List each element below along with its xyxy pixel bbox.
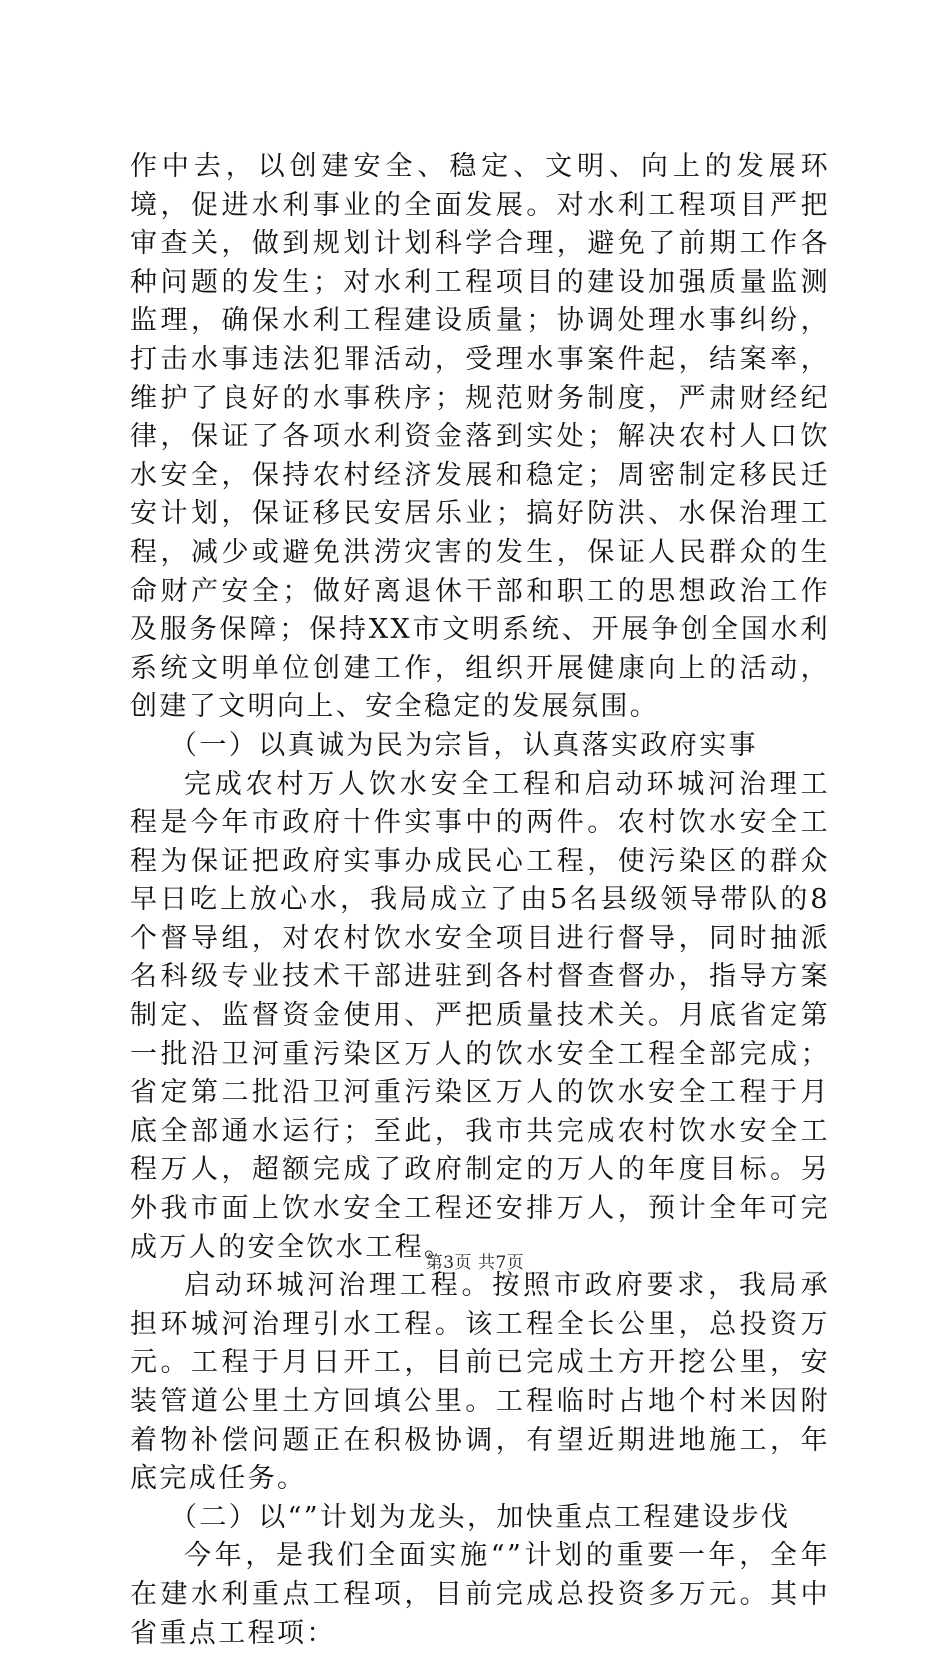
section-heading-two: （二）以“”计划为龙头，加快重点工程建设步伐 <box>170 1501 791 1533</box>
paragraph-ring-river: 启动环城河治理工程。按照市政府要求，我局承担环城河治理引水工程。该工程全长公里，总投资万元。工程于月日开工，目前已完成土方开挖公里，安装管道公里土方回填公里。工程临时占地个村米因附着物补偿问题正在积极协调，有望近期进地施工，年底完成任务。 <box>130 1270 830 1495</box>
section-heading-one: （一）以真诚为民为宗旨，认真落实政府实事 <box>170 729 758 761</box>
document-body <box>130 148 830 1653</box>
paragraph-key-projects: 今年，是我们全面实施“”计划的重要一年，全年在建水利重点工程项，目前完成总投资多万元。其中省重点工程项： <box>130 1540 830 1649</box>
page-footer: 第3页 共7页 <box>425 1253 525 1273</box>
paragraph-continuation: 作中去，以创建安全、稳定、文明、向上的发展环境，促进水利事业的全面发展。对水利工程项目严把审查关，做到规划计划科学合理，避免了前期工作各种问题的发生；对水利工程项目的建设加强质量监测监理，确保水利工程建设质量；协调处理水事纠纷，打击水事违法犯罪活动，受理水事案件起，结案率，维护了良好的水事秩序；规范财务制度，严肃财经纪律，保证了各项水利资金落到实处；解决农村人口饮水安全，保持农村经济发展和稳定；周密制定移民迁安计划，保证移民安居乐业；搞好防洪、水保治理工程，减少或避免洪涝灾害的发生，保证人民群众的生命财产安全；做好离退休干部和职工的思想政治工作及服务保障；保持XX市文明系统、开展争创全国水利系统文明单位创建工作，组织开展健康向上的活动，创建了文明向上、安全稳定的发展氛围。 <box>130 151 830 723</box>
paragraph-drinking-water: 完成农村万人饮水安全工程和启动环城河治理工程是今年市政府十件实事中的两件。农村饮水安全工程为保证把政府实事办成民心工程，使污染区的群众早日吃上放心水，我局成立了由5名县级领导带队的8个督导组，对农村饮水安全项目进行督导，同时抽派名科级专业技术干部进驻到各村督查督办，指导方案制定、监督资金使用、严把质量技术关。月底省定第一批沿卫河重污染区万人的饮水安全工程全部完成；省定第二批沿卫河重污染区万人的饮水安全工程于月底全部通水运行；至此，我市共完成农村饮水安全工程万人，超额完成了政府制定的万人的年度目标。另外我市面上饮水安全工程还安排万人，预计全年可完成万人的安全饮水工程。 <box>130 768 830 1263</box>
